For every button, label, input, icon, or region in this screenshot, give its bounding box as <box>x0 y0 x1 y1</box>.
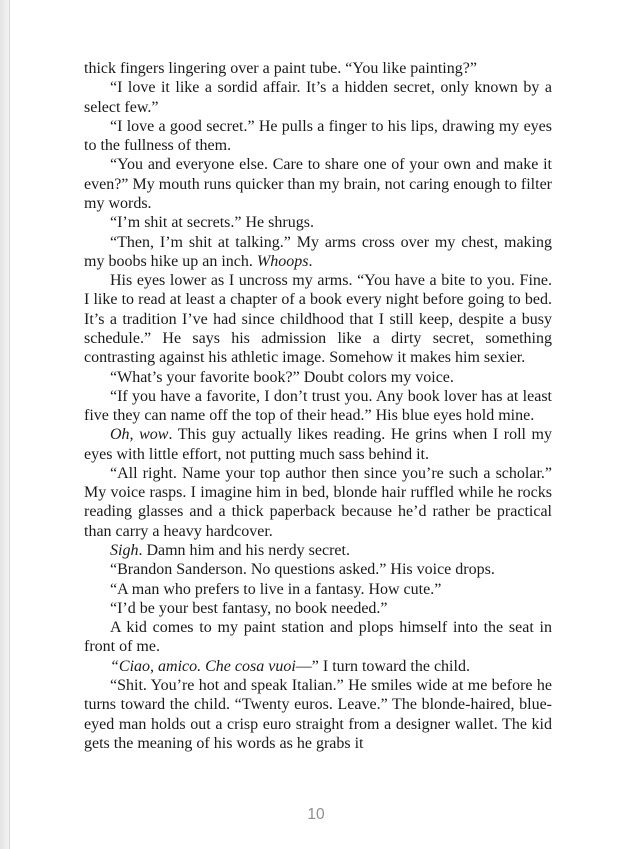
paragraph <box>84 233 552 272</box>
paragraph <box>84 599 552 618</box>
text-segment: “A man who prefers to live in a fantasy. How cute.” <box>110 580 442 598</box>
italic-text-segment: “Ciao, amico. Che cosa vuoi <box>110 657 296 675</box>
paragraph <box>84 425 552 464</box>
text-segment: His eyes lower as I uncross my arms. “You have a bite to you. Fine. I like to read at least a chapter of a book every night before going to bed. It’s a tradition I’ve had since childhood that I still keep, despite a busy schedule.” He says his admission like a dirty secret, something contrasting against his athletic image. Somehow it makes him sexier. <box>84 272 552 367</box>
text-segment: —” I turn toward the child. <box>295 657 470 675</box>
paragraph <box>84 541 552 560</box>
paragraph <box>84 387 552 426</box>
text-segment: “I’d be your best fantasy, no book needed.” <box>110 599 388 617</box>
page-number: 10 <box>307 806 325 823</box>
text-segment: “I’m shit at secrets.” He shrugs. <box>110 214 314 232</box>
paragraph <box>84 464 552 541</box>
text-segment: A kid comes to my paint station and plops himself into the seat in front of me. <box>84 619 552 656</box>
italic-text-segment: Oh, wow <box>110 426 169 444</box>
paragraph <box>84 657 552 676</box>
paragraph <box>84 59 552 78</box>
text-segment: “I love a good secret.” He pulls a finger to his lips, drawing my eyes to the fullness of them. <box>84 117 552 155</box>
paragraph <box>84 580 552 599</box>
text-segment: “Then, I’m shit at talking.” My arms cross over my chest, making my boobs hike up an inch. <box>84 233 552 270</box>
text-segment: “Shit. You’re hot and speak Italian.” He smiles wide at me before he turns toward the child. “Twenty euros. Leave.” The blonde-haired, blue-eyed man holds out a crisp euro straight from a designer wallet. The kid gets the meaning of his words as he grabs it <box>84 677 552 752</box>
paragraph <box>84 117 552 156</box>
page-text <box>84 59 552 753</box>
text-segment: “Brandon Sanderson. No questions asked.” His voice drops. <box>110 561 495 579</box>
paragraph <box>84 213 552 232</box>
italic-text-segment: Sigh <box>110 542 139 560</box>
text-segment: “What’s your favorite book?” Doubt colors my voice. <box>110 368 454 386</box>
paragraph <box>84 560 552 579</box>
text-segment: . This guy actually likes reading. He grins when I roll my eyes with little effort, not putting much sass behind it. <box>84 426 552 463</box>
text-segment: thick fingers lingering over a paint tube. “You like painting?” <box>84 60 477 77</box>
text-segment: “If you have a favorite, I don’t trust you. Any book lover has at least five they can name off the top of their head.” His blue eyes hold mine. <box>84 387 552 425</box>
paragraph <box>84 368 552 387</box>
paragraph <box>84 78 552 117</box>
italic-text-segment: Whoops <box>256 252 309 270</box>
text-segment: . Damn him and his nerdy secret. <box>138 542 350 560</box>
paragraph <box>84 155 552 213</box>
paragraph <box>84 618 552 657</box>
text-segment: “I love it like a sordid affair. It’s a hidden secret, only known by a select few.” <box>84 79 552 116</box>
text-segment: “All right. Name your top author then since you’re such a scholar.” My voice rasps. I imagine him in bed, blonde hair ruffled while he rocks reading glasses and a thick paperback because he’d rather be practical than carry a heavy hardcover. <box>84 464 552 540</box>
page-edge-shadow <box>0 0 10 849</box>
paragraph <box>84 271 552 367</box>
text-segment: . <box>308 252 313 270</box>
text-segment: “You and everyone else. Care to share one of your own and make it even?” My mouth runs quicker than my brain, not caring enough to filter my words. <box>84 156 552 212</box>
paragraph <box>84 676 552 753</box>
